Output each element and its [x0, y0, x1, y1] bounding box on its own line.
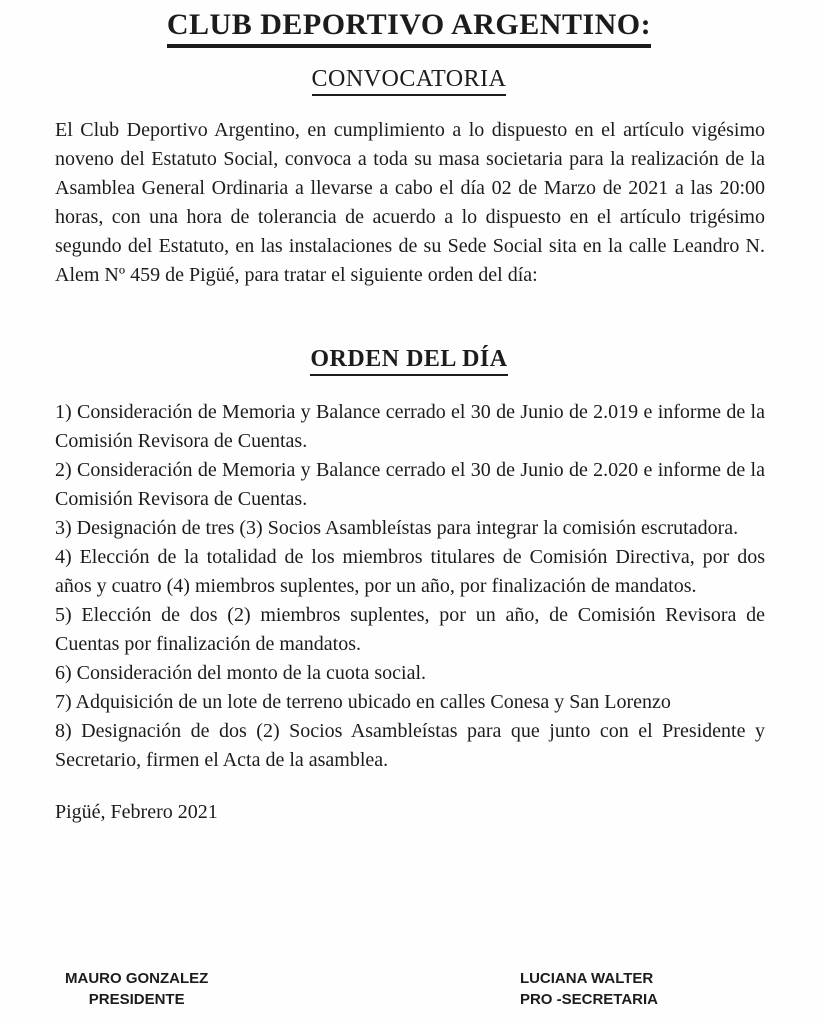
signature-prosecretary-role: PRO -SECRETARIA [519, 991, 658, 1008]
agenda-list [55, 398, 765, 775]
signature-prosecretary-name: LUCIANA WALTER [519, 970, 654, 987]
agenda-item-6: 6) Consideración del monto de la cuota social. [55, 662, 427, 685]
signature-block [0, 968, 818, 1010]
signature-president-name: MAURO GONZALEZ [65, 970, 209, 987]
signature-president-role: PRESIDENTE [88, 991, 185, 1008]
document-title [0, 8, 818, 48]
agenda-item-3: 3) Designación de tres (3) Socios Asambleístas para integrar la comisión escrutadora. [55, 517, 739, 540]
signature-president [65, 968, 208, 1010]
document-subtitle-text: CONVOCATORIA [312, 66, 507, 96]
agenda-item-1: 1) Consideración de Memoria y Balance cerrado el 30 de Junio de 2.019 e informe de la Comisión Revisora de Cuentas. [55, 401, 765, 453]
agenda-item-2: 2) Consideración de Memoria y Balance cerrado el 30 de Junio de 2.020 e informe de la Comisión Revisora de Cuentas. [55, 459, 765, 511]
intro-paragraph: El Club Deportivo Argentino, en cumplimiento a lo dispuesto en el artículo vigésimo noveno del Estatuto Social, convoca a toda su masa societaria para la realización de la Asamblea General Ordinaria a llevarse a cabo el día 02 de Marzo de 2021 a las 20:00 horas, con una hora de tolerancia de acuerdo a lo dispuesto en el artículo trigésimo segundo del Estatuto, en las instalaciones de su Sede Social sita en la calle Leandro N. Alem Nº 459 de Pigüé, para tratar el siguiente orden del día: [55, 118, 765, 286]
agenda-item-5: 5) Elección de dos (2) miembros suplentes, por un año, de Comisión Revisora de Cuentas por finalización de mandatos. [55, 604, 765, 656]
agenda-item-8: 8) Designación de dos (2) Socios Asambleístas para que junto con el Presidente y Secretario, firmen el Acta de la asamblea. [55, 720, 765, 772]
document-subtitle [0, 66, 818, 96]
agenda-item-7: 7) Adquisición de un lote de terreno ubicado en calles Conesa y San Lorenzo [55, 691, 671, 714]
signature-prosecretary [520, 968, 658, 1010]
document-title-text: CLUB DEPORTIVO ARGENTINO: [167, 9, 651, 48]
dateline: Pigüé, Febrero 2021 [55, 801, 218, 824]
agenda-heading [0, 346, 818, 376]
agenda-heading-text: ORDEN DEL DÍA [310, 346, 507, 376]
agenda-item-4: 4) Elección de la totalidad de los miembros titulares de Comisión Directiva, por dos años y cuatro (4) miembros suplentes, por un año, por finalización de mandatos. [55, 546, 765, 598]
